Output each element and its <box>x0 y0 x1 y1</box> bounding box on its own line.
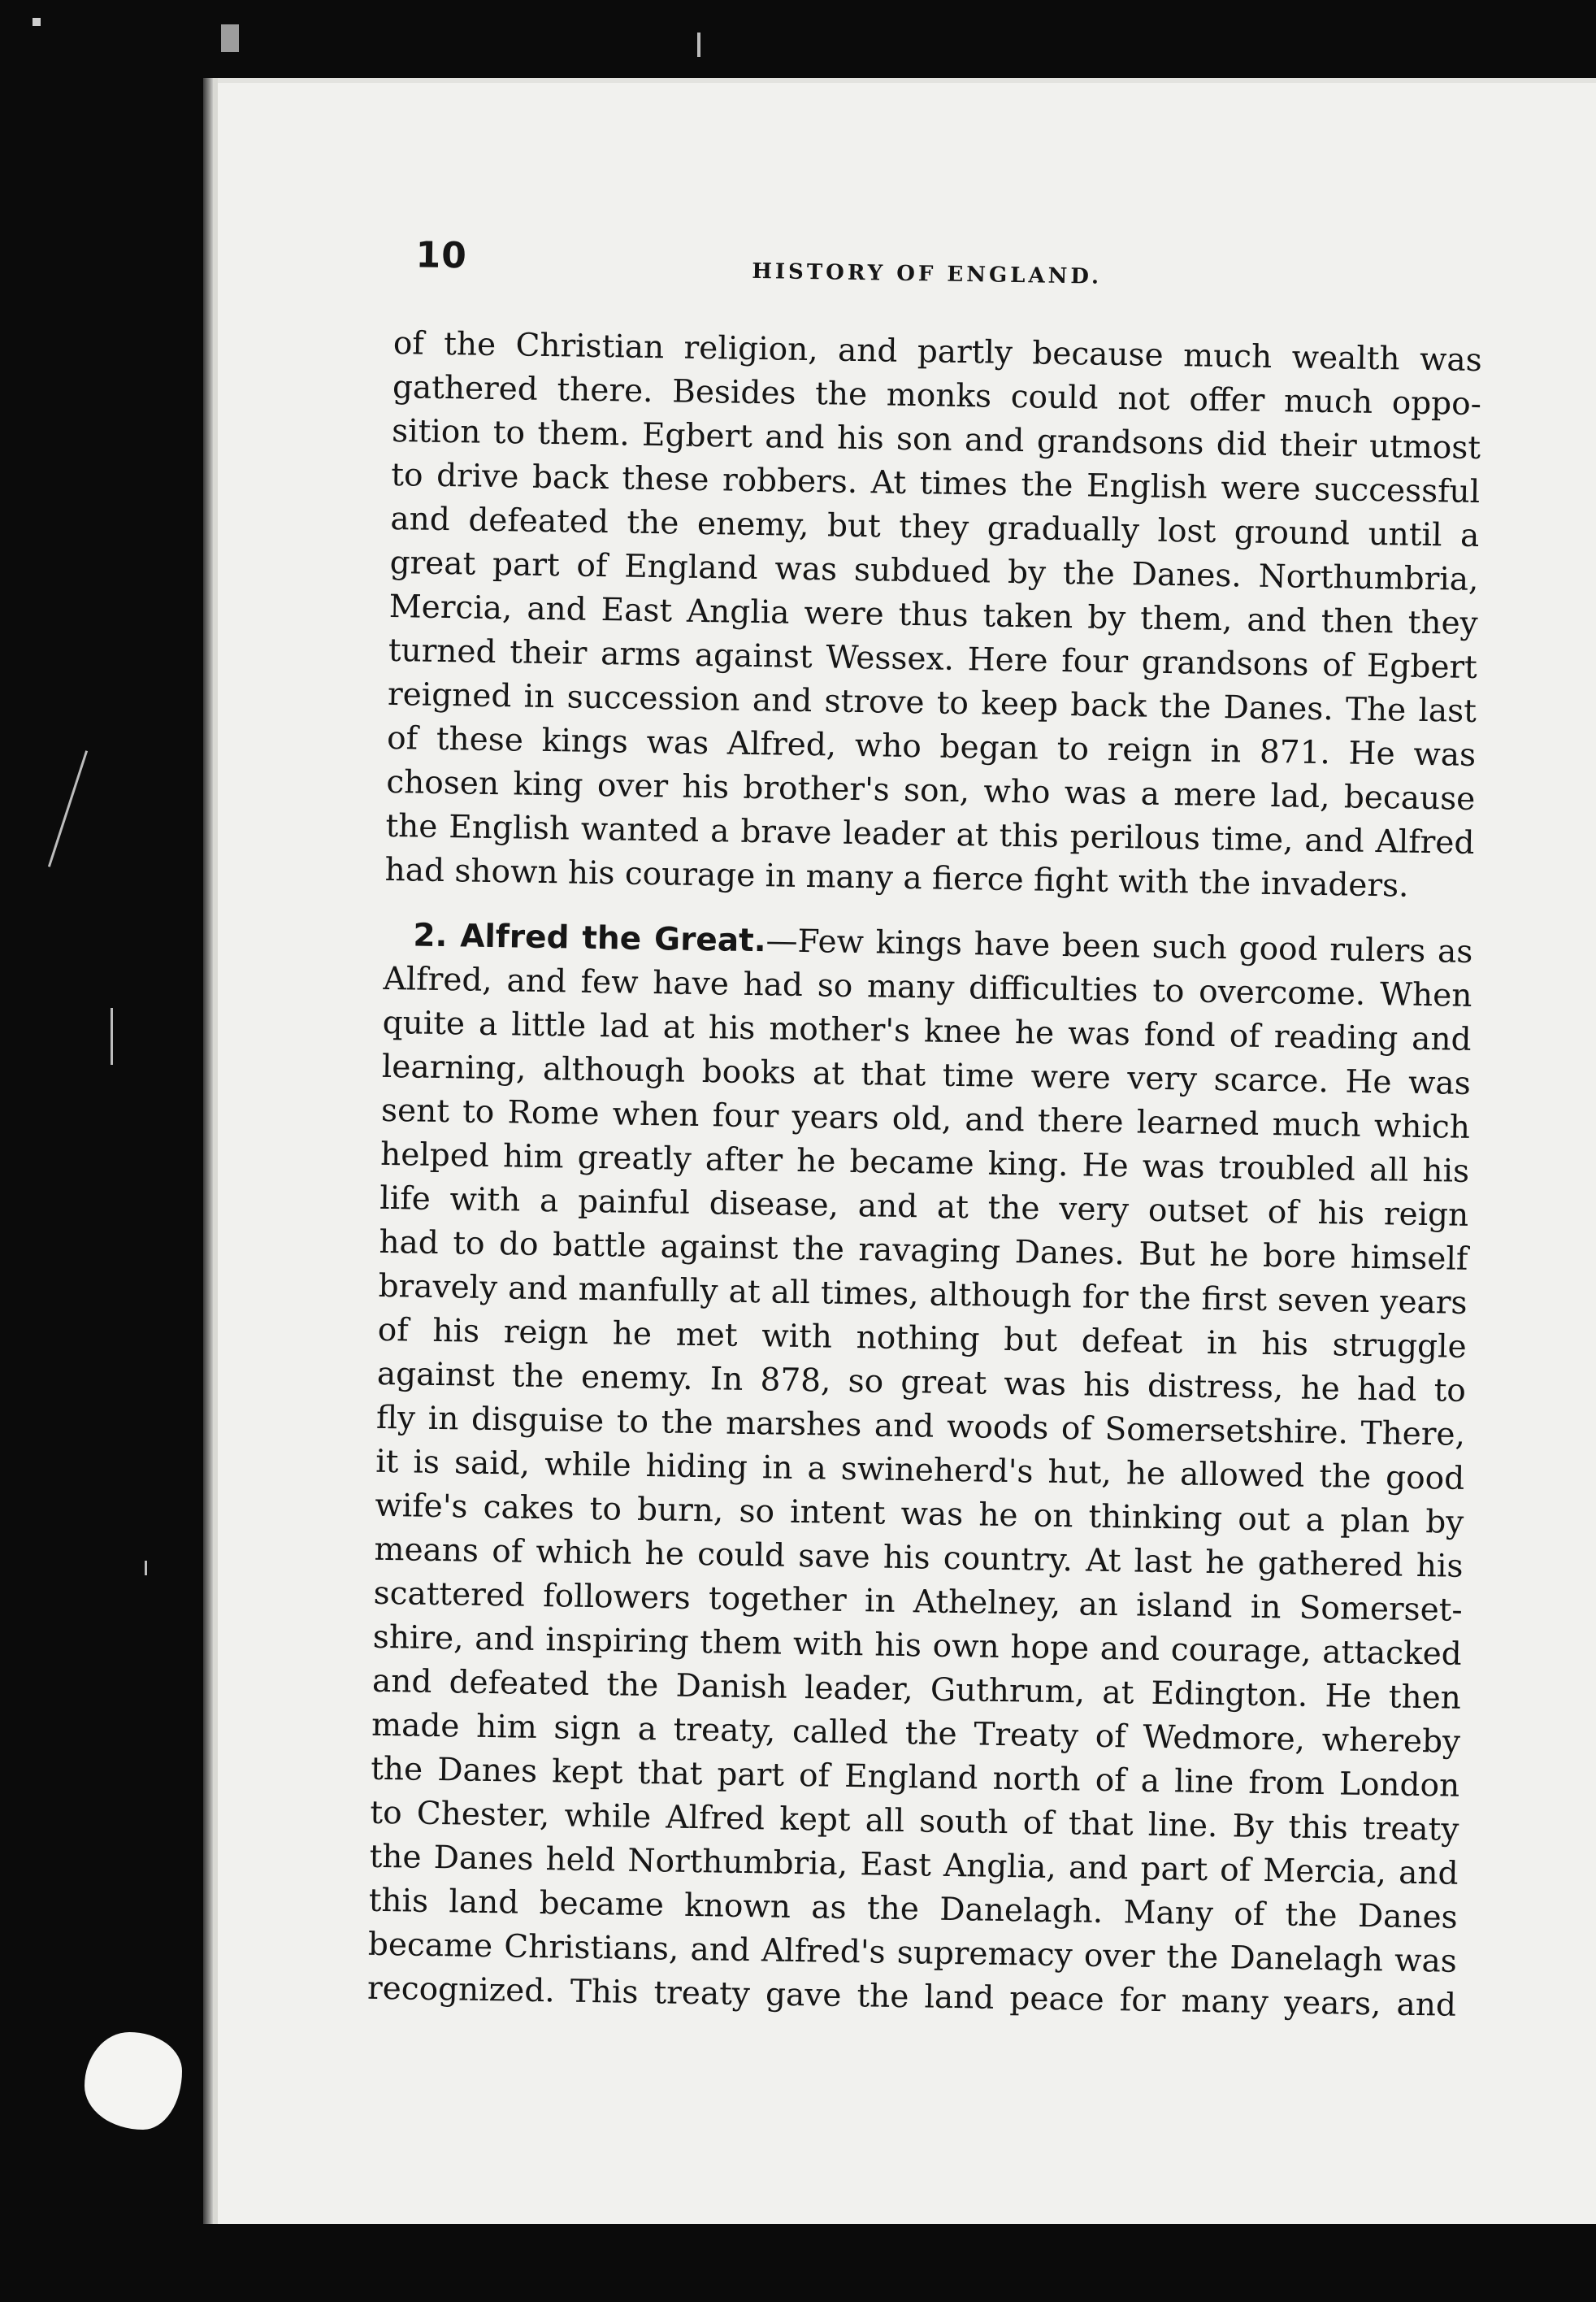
text-line: became Christians, and Alfred's supremacy over the Danelagh was <box>367 1926 1458 1980</box>
text-line: and defeated the Danish leader, Guthrum, at Edington. He then <box>371 1662 1462 1717</box>
text-line: the English wanted a brave leader at this perilous time, and Alfred <box>385 807 1475 862</box>
scan-speck <box>221 24 239 52</box>
text-line: this land became known as the Danelagh. Many of the Danes <box>368 1882 1458 1936</box>
text-line: made him sign a treaty, called the Treaty of Wedmore, whereby <box>371 1706 1461 1761</box>
section-heading: 2. Alfred the Great. <box>413 917 766 960</box>
text-line: Mercia, and East Anglia were thus taken by them, and then they <box>388 588 1478 642</box>
text-line: great part of England was subdued by the Danes. Northumbria, <box>389 544 1479 598</box>
scan-blot <box>85 2032 182 2130</box>
scan-scratch <box>48 750 88 867</box>
section-first-line-text: —Few kings have been such good rulers as <box>765 923 1473 971</box>
scan-scratch <box>111 1008 113 1065</box>
text-line: helped him greatly after he became king. He was troubled all his <box>379 1136 1470 1190</box>
text-line: sent to Rome when four years old, and there learned much which <box>380 1092 1471 1146</box>
text-line: wife's cakes to burn, so intent was he on thinking out a plan by <box>375 1487 1464 1541</box>
text-line: of his reign he met with nothing but defeat in his struggle <box>377 1311 1468 1366</box>
text-line: of the Christian religion, and partly because much wealth was <box>392 324 1483 380</box>
text-line: to drive back these robbers. At times the English were successful <box>390 456 1481 511</box>
text-line: sition to them. Egbert and his son and grandsons did their utmost <box>391 412 1481 467</box>
text-line: the Danes kept that part of England north of a line from London <box>370 1750 1460 1805</box>
scan-speck <box>697 33 700 57</box>
text-line: means of which he could save his country. At last he gathered his <box>374 1531 1464 1585</box>
text-line: quite a little lad at his mother's knee he was fond of reading and <box>382 1004 1472 1058</box>
text-line: Alfred, and few have had so many difficulties to overcome. When <box>383 960 1472 1014</box>
section-2 <box>367 914 1473 2028</box>
running-head: HISTORY OF ENGLAND. <box>752 258 1103 289</box>
text-line: the Danes held Northumbria, East Anglia, and part of Mercia, and <box>369 1838 1459 1892</box>
text-line: had to do battle against the ravaging Danes. But he bore himself <box>379 1223 1468 1278</box>
scan-speck <box>33 18 41 26</box>
text-line: chosen king over his brother's son, who was a mere lad, because <box>386 763 1476 818</box>
text-line: gathered there. Besides the monks could not offer much oppo- <box>392 368 1482 423</box>
page-number: 10 <box>415 234 468 277</box>
text-line: bravely and manfully at all times, although for the first seven years <box>378 1267 1468 1322</box>
text-line: had shown his courage in many a fierce fight with the invaders. <box>384 851 1409 905</box>
text-line: life with a painful disease, and at the very outset of his reign <box>379 1179 1469 1234</box>
text-line: reigned in succession and strove to keep back the Danes. The last <box>387 675 1477 730</box>
text-line: it is said, while hiding in a swineherd's hut, he allowed the good <box>375 1443 1465 1497</box>
text-line: and defeated the enemy, but they gradually lost ground until a <box>390 500 1480 555</box>
text-line: to Chester, while Alfred kept all south of that line. By this treaty <box>370 1794 1459 1848</box>
paragraph-1 <box>384 322 1482 910</box>
scan-scratch <box>145 1561 147 1575</box>
text-line: against the enemy. In 878, so great was his distress, he had to <box>376 1355 1467 1409</box>
text-line: learning, although books at that time were very scarce. He was <box>381 1048 1472 1102</box>
text-line: shire, and inspiring them with his own hope and courage, attacked <box>372 1618 1463 1673</box>
text-line: scattered followers together in Athelney, an island in Somerset- <box>373 1574 1463 1629</box>
text-line: fly in disguise to the marshes and woods of Somersetshire. There, <box>375 1399 1466 1453</box>
text-line: recognized. This treaty gave the land peace for many years, and <box>366 1970 1457 2024</box>
text-line: of these kings was Alfred, who began to reign in 871. He was <box>386 719 1477 774</box>
text-line: turned their arms against Wessex. Here four grandsons of Egbert <box>388 632 1478 686</box>
text-column <box>367 234 1484 2028</box>
